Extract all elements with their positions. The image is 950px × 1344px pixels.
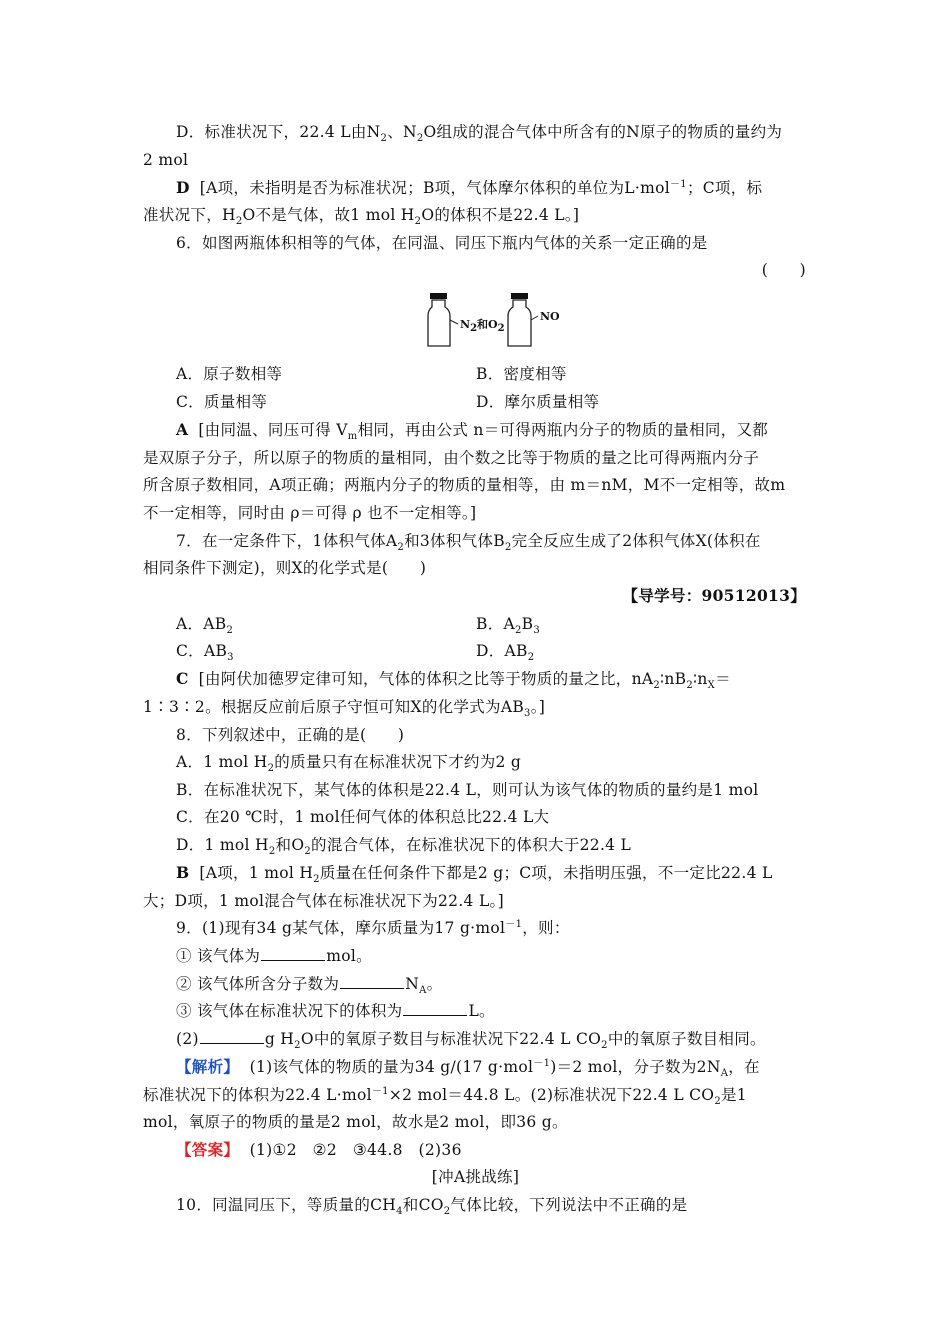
q6-answer: A [由同温、同压可得 $V_m$相同，再由公式 n＝可得两瓶内分子的物质的量相同，又都 [176,420,769,443]
q7-option-d: D．$AB_2$ [476,642,535,664]
answer-blank [340,974,404,989]
q8-answer-cont: 大；D项，1 mol混合气体在标准状况下为22.4 L。] [143,892,504,910]
bottle-2-cap [511,293,528,299]
q6-option-d: D．摩尔质量相等 [476,393,600,411]
q5-option-d-cont: 2 mol [143,151,189,169]
answer-letter: D [176,178,190,197]
q7-stem: 7．在一定条件下，1体积气体$A_2$和3体积气体$B_2$完全反应生成了2体积气体X(体积在 [176,532,761,554]
answer-label: 【答案】 [176,1140,240,1159]
q9-analysis: 【解析】 (1)该气体的物质的量为34 g/(17 g·mol$^{-1}$)＝2 mol，分子数为$2N_A$，在 [176,1057,760,1080]
analysis-label: 【解析】 [176,1057,240,1076]
q9-analysis-line3: mol，氧原子的物质的量是2 mol，故水是2 mol，即36 g。 [143,1113,568,1131]
q8-option-b: B．在标准状况下，某气体的体积是22.4 L，则可认为该气体的物质的量约是1 mol [176,781,759,799]
q5-answer: D [A项，未指明是否为标准状况；B项，气体摩尔体积的单位为L·mol$^{-1}$；C项，标 [176,178,763,197]
q9-stem: 9．(1)现有34 g某气体，摩尔质量为17 g·mol$^{-1}$，则： [176,918,570,937]
gas-bottles-figure [420,290,580,350]
q7-option-b: B．$A_2B_3$ [476,615,541,637]
q10-stem: 10．同温同压下，等质量的$CH_4$和$CO_2$气体比较，下列说法中不正确的是 [176,1196,688,1218]
q8-option-d: D．1 mol $H_2$和$O_2$的混合气体，在标准状况下的体积大于22.4 L [176,836,632,858]
q7-answer: C [由阿伏加德罗定律可知，气体的体积之比等于物质的量之比，$nA_2∶nB_2∶n_X=$ [176,669,731,692]
q7-answer-cont: 1∶3∶2。根据反应前后原子守恒可知X的化学式为$AB_3$。] [143,698,546,720]
q6-answer-line4: 不一定相等，同时由 ρ＝可得 ρ 也不一定相等。] [143,504,477,522]
bottle-1-label: $N_2$和$O_2$ [460,318,505,335]
q5-answer-cont: 准状况下，$H_2O$不是气体，故1 mol $H_2O$的体积不是22.4 L。] [143,206,580,228]
q8-answer: B [A项，1 mol $H_2$质量在任何条件下都是2 g；C项，未指明压强，不一定比22.4 L [176,863,773,886]
q9-sub1: ① 该气体为 mol。 [176,947,372,965]
q7-options-cd [176,640,841,662]
q8-stem: 8．下列叙述中，正确的是( ) [176,726,405,744]
q5-option-d: D．标准状况下，22.4 L由$N_2$、$N_2O$组成的混合气体中所含有的N原子的物质的量约为 [176,123,783,145]
q8-option-a: A．1 mol $H_2$的质量只有在标准状况下才约为2 g [176,753,522,775]
bottle-2-label: NO [540,310,560,323]
q7-options-ab [176,613,841,635]
answer-blank [261,946,325,961]
q6-answer-line2: 是双原子分子，所以原子的物质的量相同，由个数之比等于物质的量之比可得两瓶内分子 [143,449,760,467]
q9-part2: (2) g $H_2O$中的氧原子数目与标准状况下22.4 L $CO_2$中的氧原子数目相同。 [176,1030,766,1052]
answer-blank [200,1029,264,1044]
q6-option-a: A．原子数相等 [176,365,283,383]
q7-option-a: A．$AB_2$ [176,615,234,637]
answer-letter: B [176,863,190,882]
q7-stem-cont: 相同条件下测定)，则X的化学式是( ) [143,559,427,577]
guide-number: 【导学号：90512013】 [622,586,806,605]
bottle-2-pointer [531,316,538,320]
bottle-1-body [428,300,450,346]
bottle-2-body [508,300,531,346]
section-heading: [冲A挑战练] [431,1168,520,1186]
q6-stem: 6．如图两瓶体积相等的气体，在同温、同压下瓶内气体的关系一定正确的是 [176,234,708,252]
q9-sub2: ② 该气体所含分子数为 $N_A$。 [176,975,443,997]
q6-answer-paren: ( ) [761,261,806,279]
q6-option-b: B．密度相等 [476,365,567,383]
q6-answer-line3: 所含原子数相同，A项正确；两瓶内分子的物质的量相等，由 m＝nM，M不一定相等，故m [143,476,786,494]
answer-blank [403,1001,467,1016]
answer-letter: C [176,669,189,688]
bottle-1-pointer [450,320,458,324]
q9-analysis-line2: 标准状况下的体积为22.4 L·mol$^{-1}$×2 mol＝44.8 L。(2)标准状况下22.4 L $CO_2$是1 [143,1085,747,1108]
q9-answer: 【答案】 (1)①2 ②2 ③44.8 (2)36 [176,1140,462,1159]
q6-options-cd [176,391,841,413]
q7-option-c: C．$AB_3$ [176,642,234,664]
q8-option-c: C．在20 ℃时，1 mol任何气体的体积总比22.4 L大 [176,808,550,826]
q6-options-ab [176,363,841,385]
answer-letter: A [176,420,189,439]
q6-option-c: C．质量相等 [176,393,268,411]
bottle-1-cap [430,293,447,299]
q9-sub3: ③ 该气体在标准状况下的体积为 L。 [176,1002,495,1020]
